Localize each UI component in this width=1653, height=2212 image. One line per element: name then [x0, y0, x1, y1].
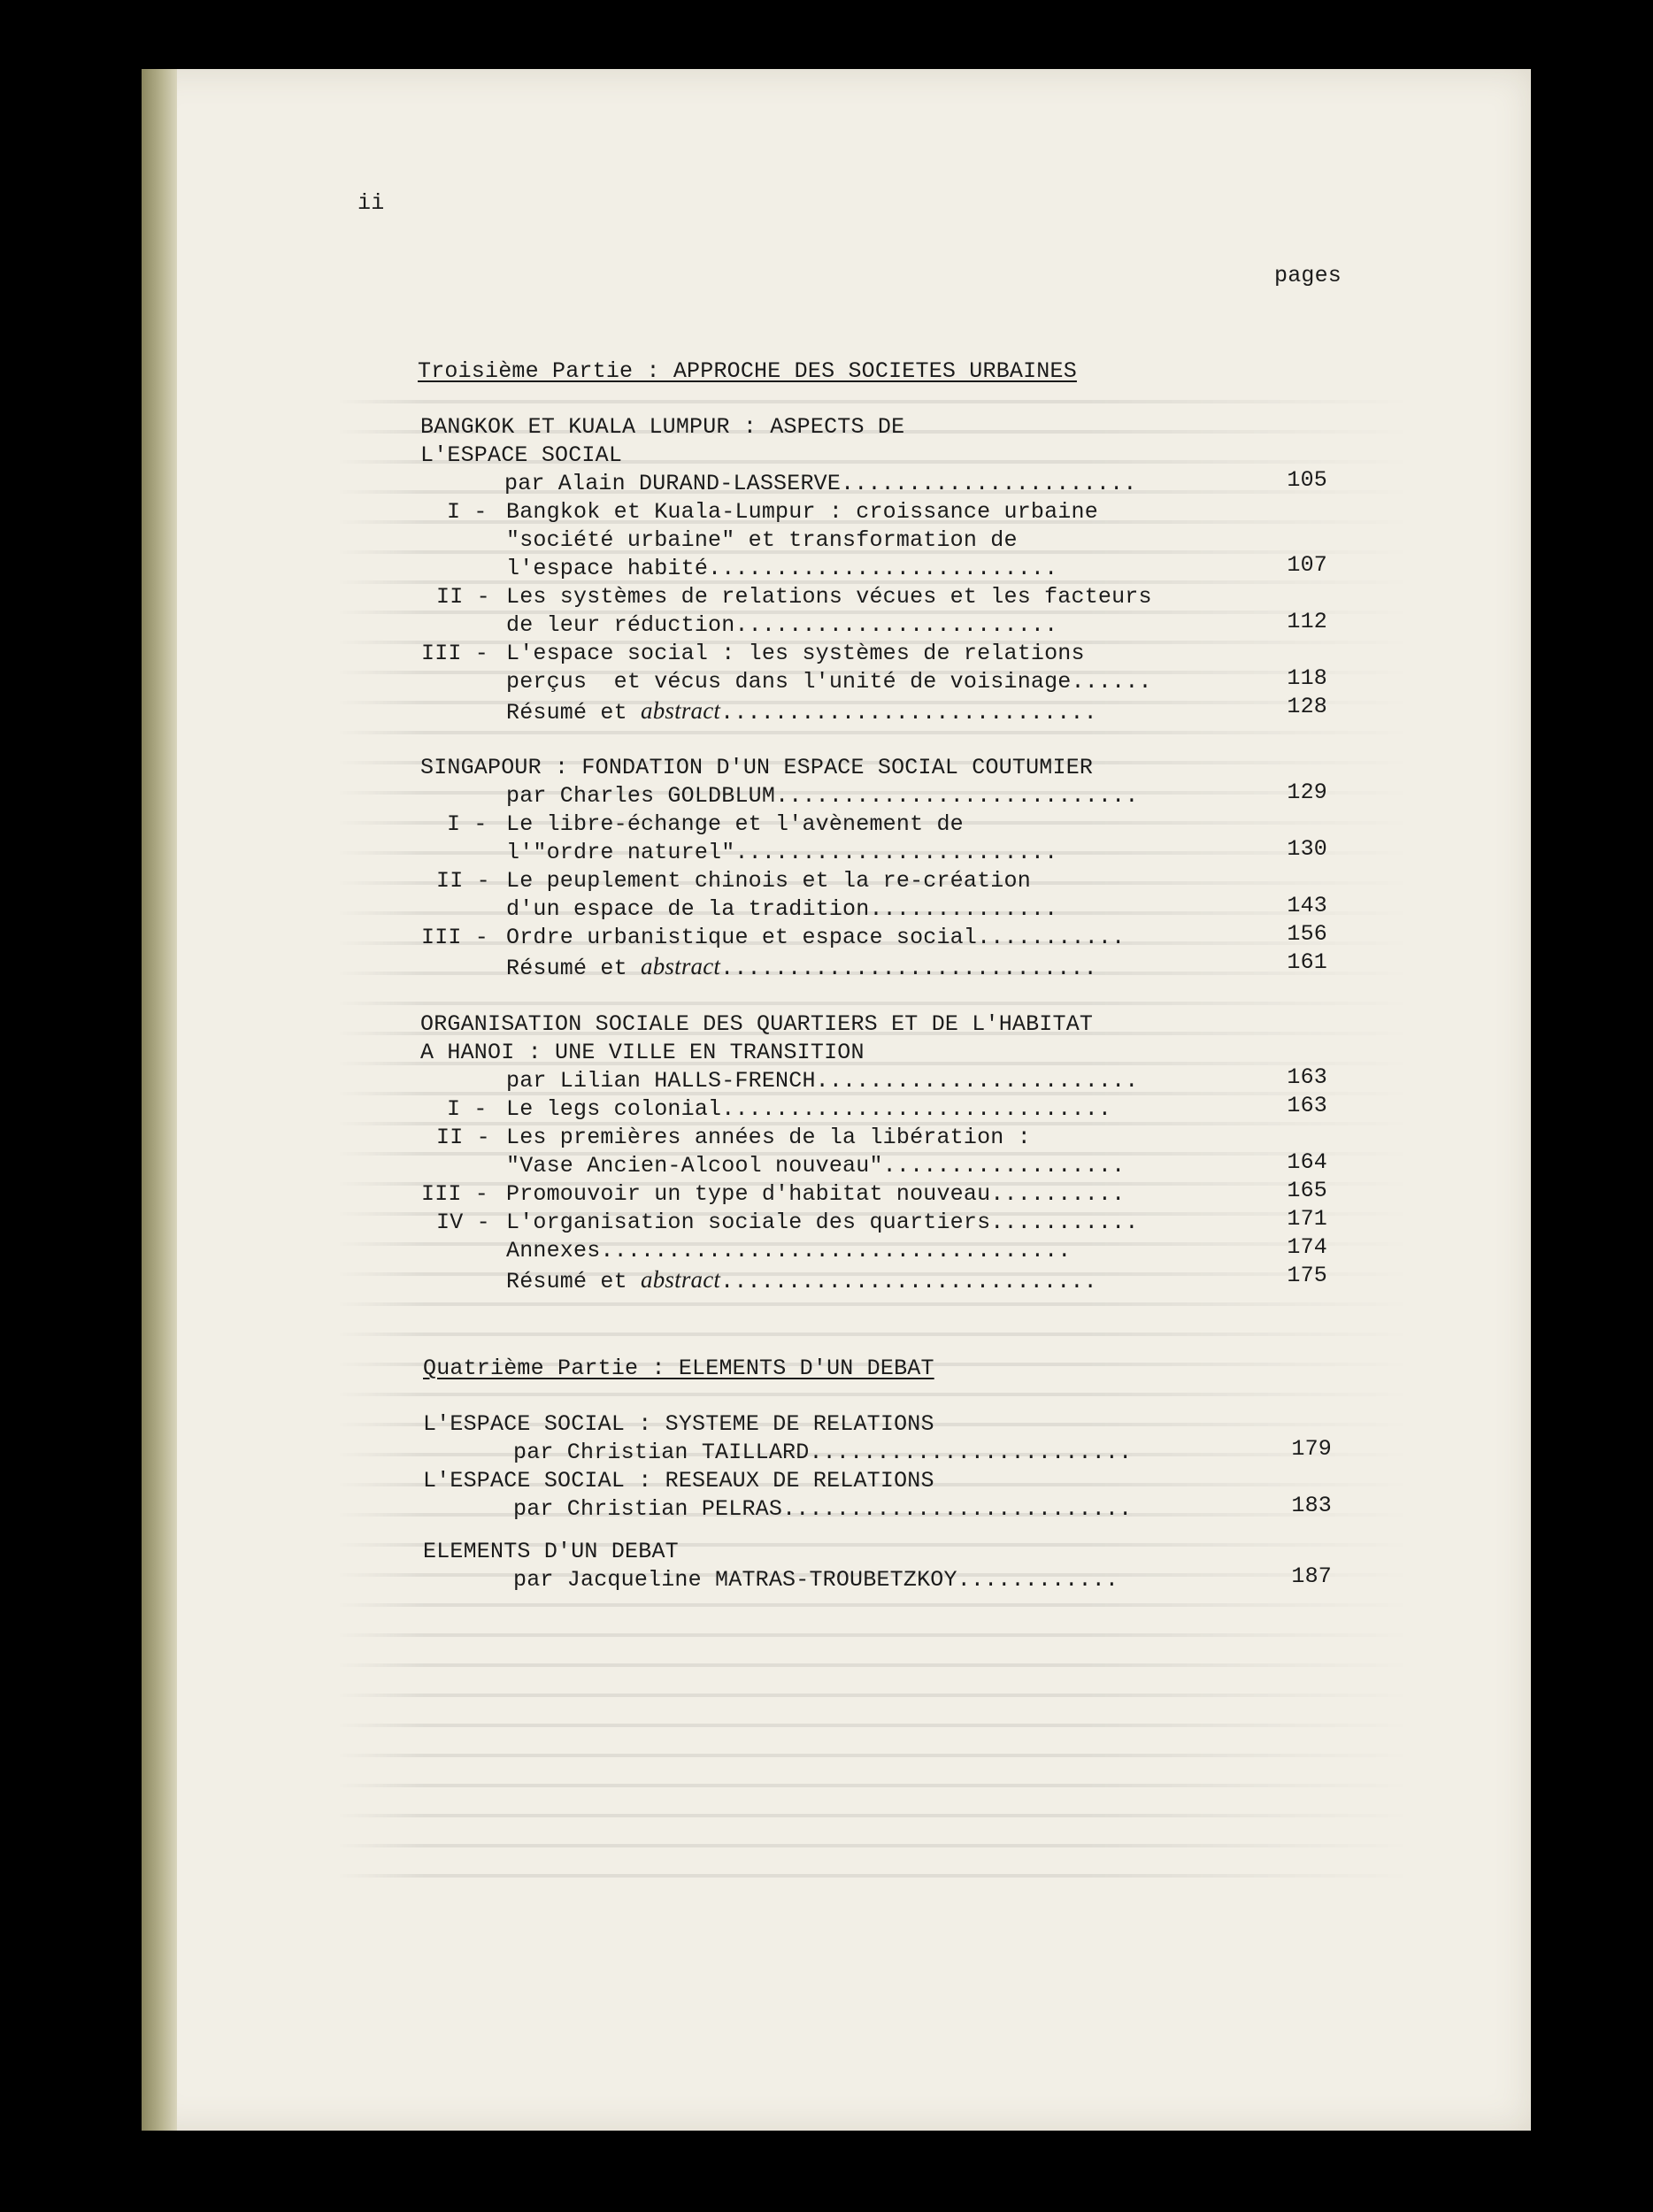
entry-author: [506, 783, 1139, 810]
section-title-text: de leur réduction: [506, 612, 735, 638]
section-title: Le libre-échange et l'avènement de: [506, 811, 964, 837]
page-ref: 175: [1287, 1263, 1327, 1288]
author-name: par Alain DURAND-LASSERVE: [504, 471, 842, 496]
leader-dots: ........................: [815, 1068, 1139, 1094]
section-title-text: Promouvoir un type d'habitat nouveau: [506, 1181, 991, 1207]
entry-title: BANGKOK ET KUALA LUMPUR : ASPECTS DE: [420, 414, 905, 440]
leader-dots: ........................: [809, 1440, 1133, 1465]
section-title-text: Ordre urbanistique et espace social: [506, 925, 978, 950]
leader-dots: ...........................: [775, 783, 1139, 809]
leader-dots: ..............: [869, 896, 1058, 922]
page-ref: 187: [1291, 1563, 1332, 1589]
section-title: [506, 840, 1057, 866]
leader-dots: ...................................: [600, 1238, 1072, 1263]
part4-heading: Quatrième Partie : ELEMENTS D'UN DEBAT: [423, 1356, 934, 1381]
page-ref: 156: [1287, 921, 1327, 947]
abstract-word: abstract: [641, 953, 721, 979]
entry-title: ORGANISATION SOCIALE DES QUARTIERS ET DE L'HABITAT: [420, 1011, 1094, 1037]
page-ref: 163: [1287, 1064, 1327, 1090]
entry-title: A HANOI : UNE VILLE EN TRANSITION: [420, 1040, 865, 1065]
page-ref: 128: [1287, 694, 1327, 719]
section-title: Bangkok et Kuala-Lumpur : croissance urbaine: [506, 499, 1098, 525]
leader-dots: ...........: [990, 1210, 1139, 1235]
resume-text: Résumé et: [506, 956, 642, 981]
section-number: IV -: [436, 1210, 490, 1235]
entry-author: [513, 1440, 1132, 1466]
entry-title: L'ESPACE SOCIAL: [420, 442, 623, 468]
entry-author: [506, 1068, 1139, 1094]
resume-line: [506, 1266, 1097, 1295]
resume-line: [506, 953, 1097, 982]
section-title: [506, 1096, 1111, 1123]
page-ref: 163: [1287, 1093, 1327, 1118]
section-title-text: "Vase Ancien-Alcool nouveau": [506, 1153, 883, 1179]
annexes-line: [506, 1238, 1072, 1264]
pages-label: pages: [1274, 263, 1342, 288]
leader-dots: ..................: [882, 1153, 1126, 1179]
entry-title: L'ESPACE SOCIAL : RESEAUX DE RELATIONS: [423, 1468, 934, 1494]
page-ref: 164: [1287, 1149, 1327, 1175]
author-name: par Lilian HALLS-FRENCH: [506, 1068, 816, 1094]
section-title: [506, 1153, 1125, 1179]
section-title-text: l'espace habité: [506, 556, 709, 581]
page-ref: 165: [1287, 1178, 1327, 1203]
page-ref: 161: [1287, 949, 1327, 975]
page-ref: 179: [1291, 1436, 1332, 1462]
section-title: [506, 1210, 1139, 1236]
section-title: Le peuplement chinois et la re-création: [506, 868, 1031, 894]
entry-title: SINGAPOUR : FONDATION D'UN ESPACE SOCIAL COUTUMIER: [420, 755, 1094, 780]
author-name: par Christian PELRAS: [513, 1496, 783, 1522]
page-number: ii: [358, 190, 385, 216]
section-title: Les premières années de la libération :: [506, 1125, 1031, 1150]
leader-dots: ..........: [990, 1181, 1126, 1207]
page-ref: 112: [1287, 609, 1327, 634]
section-title: [506, 1181, 1125, 1208]
section-number: II -: [436, 1125, 490, 1150]
abstract-word: abstract: [641, 697, 721, 724]
section-title: [506, 556, 1057, 582]
section-number: II -: [436, 868, 490, 894]
entry-title: L'ESPACE SOCIAL : SYSTEME DE RELATIONS: [423, 1411, 934, 1437]
leader-dots: ..........................: [708, 556, 1058, 581]
section-title: [506, 612, 1057, 639]
section-title: [506, 896, 1057, 923]
leader-dots: ...........: [977, 925, 1126, 950]
section-title-text: perçus et vécus dans l'unité de voisinage: [506, 669, 1072, 695]
resume-text: Résumé et: [506, 700, 642, 726]
section-number: I -: [447, 499, 488, 525]
resume-text: Résumé et: [506, 1269, 642, 1294]
page-ref: 130: [1287, 836, 1327, 862]
author-name: par Jacqueline MATRAS-TROUBETZKOY: [513, 1567, 957, 1593]
section-number: I -: [447, 1096, 488, 1122]
section-number: II -: [436, 584, 490, 610]
entry-author: [513, 1567, 1119, 1594]
section-number: III -: [421, 1181, 489, 1207]
section-number: III -: [421, 925, 489, 950]
section-title-text: d'un espace de la tradition: [506, 896, 870, 922]
leader-dots: .............................: [721, 1096, 1112, 1122]
page-ref: 118: [1287, 665, 1327, 691]
section-title: "société urbaine" et transformation de: [506, 527, 1018, 553]
page-ref: 143: [1287, 893, 1327, 918]
section-title: L'espace social : les systèmes de relations: [506, 641, 1085, 666]
author-name: par Charles GOLDBLUM: [506, 783, 776, 809]
section-title: Les systèmes de relations vécues et les facteurs: [506, 584, 1152, 610]
binding-edge: [142, 69, 177, 2131]
page-ref: 174: [1287, 1234, 1327, 1260]
section-number: III -: [421, 641, 489, 666]
leader-dots: ........................: [734, 612, 1058, 638]
section-title-text: Le legs colonial: [506, 1096, 722, 1122]
part3-heading: Troisième Partie : APPROCHE DES SOCIETES URBAINES: [418, 358, 1077, 384]
entry-author: [513, 1496, 1132, 1523]
leader-dots: ......: [1071, 669, 1152, 695]
section-title: [506, 669, 1152, 695]
leader-dots: ............................: [720, 700, 1097, 726]
section-title-text: l'"ordre naturel": [506, 840, 735, 865]
page-ref: 183: [1291, 1493, 1332, 1518]
entry-author: [504, 471, 1137, 497]
abstract-word: abstract: [641, 1266, 721, 1293]
section-number: I -: [447, 811, 488, 837]
leader-dots: ......................: [841, 471, 1137, 496]
leader-dots: ............................: [720, 1269, 1097, 1294]
entry-title: ELEMENTS D'UN DEBAT: [423, 1539, 679, 1564]
resume-line: [506, 697, 1097, 726]
leader-dots: ............: [957, 1567, 1119, 1593]
annexes-text: Annexes: [506, 1238, 601, 1263]
page-ref: 107: [1287, 552, 1327, 578]
section-title: [506, 925, 1125, 951]
page-ref: 129: [1287, 780, 1327, 805]
page-ref: 171: [1287, 1206, 1327, 1232]
leader-dots: ..........................: [782, 1496, 1133, 1522]
leader-dots: ............................: [720, 956, 1097, 981]
leader-dots: ........................: [734, 840, 1058, 865]
page-ref: 105: [1287, 467, 1327, 493]
section-title-text: L'organisation sociale des quartiers: [506, 1210, 991, 1235]
author-name: par Christian TAILLARD: [513, 1440, 810, 1465]
